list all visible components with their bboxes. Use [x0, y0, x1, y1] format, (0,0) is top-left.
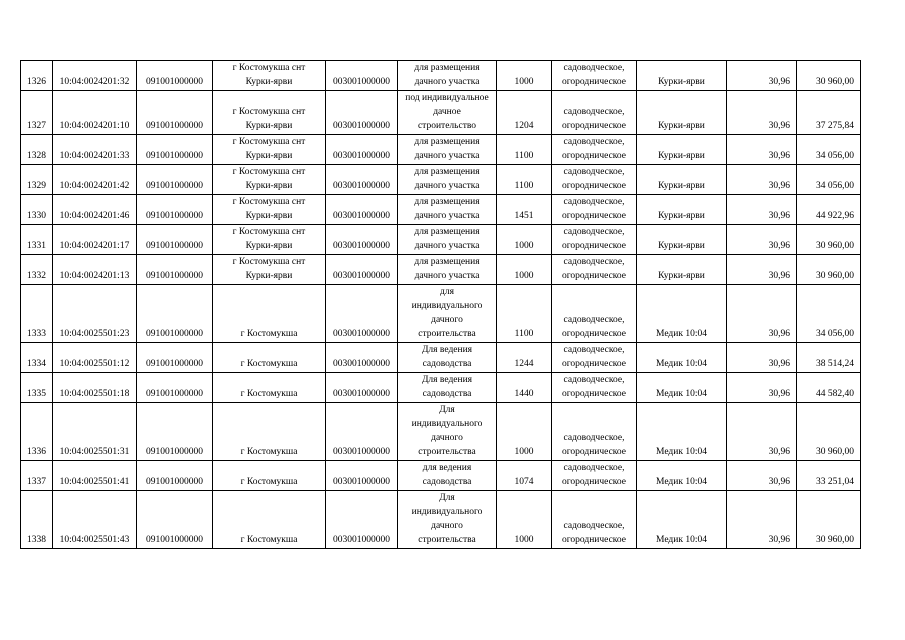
cell-address	[213, 343, 326, 373]
cell-location: Медик 10:04	[637, 285, 727, 343]
cell-okato-code: 091001000000	[137, 61, 213, 91]
cell-specific-value: 30,96	[727, 285, 797, 343]
cell-row-number: 1327	[21, 91, 53, 135]
cadastral-table	[20, 60, 861, 549]
cell-row-number: 1338	[21, 491, 53, 549]
cell-use-category	[552, 135, 637, 165]
cell-cadastral-number: 10:04:0024201:13	[53, 255, 137, 285]
cell-use-category-line: огородническое	[561, 241, 627, 251]
cell-address	[213, 91, 326, 135]
cell-address	[213, 461, 326, 491]
cell-area: 1100	[497, 135, 552, 165]
cell-area: 1000	[497, 225, 552, 255]
table-row	[21, 195, 861, 225]
cell-address	[213, 135, 326, 165]
cell-row-number: 1337	[21, 461, 53, 491]
cell-permitted-use-line: дачного	[431, 315, 463, 325]
cell-location: Медик 10:04	[637, 403, 727, 461]
cell-address-line: г Костомукша	[240, 359, 298, 369]
cell-area: 1074	[497, 461, 552, 491]
cell-permitted-use	[398, 403, 497, 461]
cell-cadastral-value: 38 514,24	[797, 343, 861, 373]
cell-cadastral-number: 10:04:0024201:42	[53, 165, 137, 195]
cell-use-category-line: садоводческое,	[563, 197, 625, 207]
cell-specific-value: 30,96	[727, 491, 797, 549]
cell-address	[213, 165, 326, 195]
cell-oktmo-code: 003001000000	[326, 285, 398, 343]
cell-address-line: г Костомукша снт	[232, 197, 306, 207]
cell-okato-code: 091001000000	[137, 195, 213, 225]
cell-permitted-use-line: строительства	[418, 329, 476, 339]
cell-area: 1244	[497, 343, 552, 373]
cell-use-category	[552, 343, 637, 373]
cell-specific-value: 30,96	[727, 195, 797, 225]
cell-permitted-use-line: Для ведения	[421, 345, 473, 355]
cell-permitted-use-line: для размещения	[414, 257, 480, 267]
cell-permitted-use-line: дачного	[431, 521, 463, 531]
cell-oktmo-code: 003001000000	[326, 195, 398, 225]
table-row	[21, 165, 861, 195]
cell-cadastral-value: 30 960,00	[797, 403, 861, 461]
table-row	[21, 225, 861, 255]
cell-use-category	[552, 461, 637, 491]
cell-oktmo-code: 003001000000	[326, 225, 398, 255]
cell-use-category-line: садоводческое,	[563, 227, 625, 237]
cell-cadastral-value: 30 960,00	[797, 225, 861, 255]
cell-permitted-use-line: дачного участка	[414, 77, 480, 87]
cell-use-category-line: садоводческое,	[563, 433, 625, 443]
cell-permitted-use	[398, 91, 497, 135]
cell-cadastral-number: 10:04:0024201:33	[53, 135, 137, 165]
table-body	[21, 61, 861, 549]
cell-row-number: 1333	[21, 285, 53, 343]
cell-use-category-line: огородническое	[561, 271, 627, 281]
cell-permitted-use-line: индивидуального	[411, 419, 483, 429]
cell-oktmo-code: 003001000000	[326, 91, 398, 135]
cell-location: Курки-ярви	[637, 255, 727, 285]
cell-permitted-use-line: строительство	[417, 121, 477, 131]
cell-cadastral-number: 10:04:0025501:23	[53, 285, 137, 343]
cell-address-line: г Костомукша снт	[232, 63, 306, 73]
cell-permitted-use-line: для размещения	[414, 63, 480, 73]
cell-specific-value: 30,96	[727, 91, 797, 135]
cell-address-line: г Костомукша снт	[232, 257, 306, 267]
cell-cadastral-value: 30 960,00	[797, 491, 861, 549]
cell-permitted-use-line: для размещения	[414, 167, 480, 177]
table-row	[21, 373, 861, 403]
cell-cadastral-number: 10:04:0024201:46	[53, 195, 137, 225]
cell-oktmo-code: 003001000000	[326, 343, 398, 373]
cell-use-category-line: садоводческое,	[563, 63, 625, 73]
cell-address-line: г Костомукша	[240, 447, 298, 457]
cell-row-number: 1336	[21, 403, 53, 461]
cell-specific-value: 30,96	[727, 461, 797, 491]
cell-address-line: Курки-ярви	[245, 151, 293, 161]
table-row	[21, 61, 861, 91]
cell-location: Медик 10:04	[637, 461, 727, 491]
cell-use-category-line: садоводческое,	[563, 345, 625, 355]
cell-area: 1204	[497, 91, 552, 135]
cell-use-category-line: садоводческое,	[563, 315, 625, 325]
cell-cadastral-value: 34 056,00	[797, 135, 861, 165]
cell-permitted-use-line: дачного	[431, 433, 463, 443]
cell-address	[213, 285, 326, 343]
cell-oktmo-code: 003001000000	[326, 165, 398, 195]
cell-address-line: Курки-ярви	[245, 241, 293, 251]
cell-use-category	[552, 165, 637, 195]
cell-cadastral-value: 30 960,00	[797, 255, 861, 285]
cell-okato-code: 091001000000	[137, 225, 213, 255]
cell-location: Курки-ярви	[637, 91, 727, 135]
table-row	[21, 343, 861, 373]
cell-use-category	[552, 373, 637, 403]
cell-use-category-line: огородническое	[561, 447, 627, 457]
cell-specific-value: 30,96	[727, 61, 797, 91]
cell-address-line: г Костомукша снт	[232, 137, 306, 147]
cell-use-category-line: огородническое	[561, 329, 627, 339]
cell-cadastral-value: 37 275,84	[797, 91, 861, 135]
cell-permitted-use-line: садоводства	[422, 359, 472, 369]
cell-use-category	[552, 403, 637, 461]
cell-row-number: 1332	[21, 255, 53, 285]
cell-location: Медик 10:04	[637, 491, 727, 549]
cell-specific-value: 30,96	[727, 225, 797, 255]
cell-use-category-line: садоводческое,	[563, 521, 625, 531]
cell-permitted-use	[398, 165, 497, 195]
cell-address	[213, 61, 326, 91]
cell-address-line: Курки-ярви	[245, 181, 293, 191]
cell-oktmo-code: 003001000000	[326, 491, 398, 549]
cell-cadastral-number: 10:04:0025501:18	[53, 373, 137, 403]
cell-cadastral-value: 44 582,40	[797, 373, 861, 403]
cell-permitted-use-line: дачного участка	[414, 151, 480, 161]
cell-location: Курки-ярви	[637, 165, 727, 195]
cell-permitted-use-line: дачное	[433, 107, 461, 117]
cell-permitted-use-line: строительства	[418, 447, 476, 457]
cell-address	[213, 255, 326, 285]
cell-permitted-use-line: строительства	[418, 535, 476, 545]
cell-permitted-use	[398, 461, 497, 491]
cell-permitted-use-line: для ведения	[422, 463, 472, 473]
cell-specific-value: 30,96	[727, 403, 797, 461]
cell-oktmo-code: 003001000000	[326, 135, 398, 165]
cell-use-category-line: огородническое	[561, 389, 627, 399]
cell-use-category-line: огородническое	[561, 535, 627, 545]
cell-address-line: Курки-ярви	[245, 271, 293, 281]
cell-area: 1000	[497, 61, 552, 91]
cell-row-number: 1330	[21, 195, 53, 225]
cell-specific-value: 30,96	[727, 255, 797, 285]
cell-address-line: Курки-ярви	[245, 121, 293, 131]
cell-permitted-use-line: Для	[439, 405, 455, 415]
table-row	[21, 403, 861, 461]
cell-use-category	[552, 225, 637, 255]
cell-use-category-line: садоводческое,	[563, 107, 625, 117]
cell-address-line: г Костомукша	[240, 535, 298, 545]
cell-permitted-use-line: дачного участка	[414, 211, 480, 221]
cell-use-category-line: огородническое	[561, 477, 627, 487]
cell-location: Курки-ярви	[637, 135, 727, 165]
cell-row-number: 1329	[21, 165, 53, 195]
cell-use-category-line: огородническое	[561, 181, 627, 191]
cell-address	[213, 225, 326, 255]
cell-use-category-line: огородническое	[561, 151, 627, 161]
cell-cadastral-value: 44 922,96	[797, 195, 861, 225]
cell-use-category-line: огородническое	[561, 77, 627, 87]
cell-permitted-use-line: для размещения	[414, 137, 480, 147]
cell-okato-code: 091001000000	[137, 165, 213, 195]
cell-okato-code: 091001000000	[137, 491, 213, 549]
cell-area: 1000	[497, 491, 552, 549]
cell-permitted-use	[398, 195, 497, 225]
cell-area: 1440	[497, 373, 552, 403]
cell-oktmo-code: 003001000000	[326, 403, 398, 461]
cell-cadastral-number: 10:04:0025501:12	[53, 343, 137, 373]
cell-address-line: г Костомукша снт	[232, 167, 306, 177]
cell-row-number: 1335	[21, 373, 53, 403]
table-row	[21, 135, 861, 165]
cell-cadastral-number: 10:04:0024201:32	[53, 61, 137, 91]
cell-okato-code: 091001000000	[137, 343, 213, 373]
cell-permitted-use	[398, 373, 497, 403]
cell-address	[213, 195, 326, 225]
cell-use-category	[552, 255, 637, 285]
cell-use-category	[552, 285, 637, 343]
cell-okato-code: 091001000000	[137, 135, 213, 165]
cell-location: Медик 10:04	[637, 343, 727, 373]
cell-permitted-use	[398, 225, 497, 255]
table-row	[21, 285, 861, 343]
cell-okato-code: 091001000000	[137, 91, 213, 135]
cell-use-category-line: огородническое	[561, 211, 627, 221]
cell-row-number: 1331	[21, 225, 53, 255]
cell-okato-code: 091001000000	[137, 285, 213, 343]
cell-cadastral-number: 10:04:0024201:10	[53, 91, 137, 135]
cell-specific-value: 30,96	[727, 373, 797, 403]
cell-oktmo-code: 003001000000	[326, 461, 398, 491]
cell-cadastral-value: 34 056,00	[797, 165, 861, 195]
cell-location: Курки-ярви	[637, 225, 727, 255]
cell-cadastral-number: 10:04:0025501:31	[53, 403, 137, 461]
cell-permitted-use-line: дачного участка	[414, 241, 480, 251]
cell-specific-value: 30,96	[727, 135, 797, 165]
cell-area: 1451	[497, 195, 552, 225]
cell-permitted-use-line: для размещения	[414, 227, 480, 237]
cell-cadastral-number: 10:04:0025501:43	[53, 491, 137, 549]
table-row	[21, 91, 861, 135]
cell-use-category-line: огородническое	[561, 121, 627, 131]
cell-permitted-use	[398, 61, 497, 91]
cell-use-category	[552, 91, 637, 135]
cell-use-category-line: садоводческое,	[563, 137, 625, 147]
cell-address-line: Курки-ярви	[245, 77, 293, 87]
cell-row-number: 1334	[21, 343, 53, 373]
cell-use-category-line: садоводческое,	[563, 167, 625, 177]
cell-cadastral-value: 34 056,00	[797, 285, 861, 343]
cell-permitted-use	[398, 255, 497, 285]
cell-specific-value: 30,96	[727, 165, 797, 195]
cell-row-number: 1326	[21, 61, 53, 91]
cell-okato-code: 091001000000	[137, 461, 213, 491]
cell-address-line: г Костомукша	[240, 329, 298, 339]
table-row	[21, 491, 861, 549]
cell-address	[213, 491, 326, 549]
cell-area: 1000	[497, 403, 552, 461]
cell-use-category	[552, 61, 637, 91]
cell-location: Курки-ярви	[637, 195, 727, 225]
cell-location: Курки-ярви	[637, 61, 727, 91]
cell-location: Медик 10:04	[637, 373, 727, 403]
cell-cadastral-value: 30 960,00	[797, 61, 861, 91]
cell-use-category	[552, 491, 637, 549]
cell-use-category-line: огородническое	[561, 359, 627, 369]
cell-area: 1100	[497, 165, 552, 195]
table-row	[21, 255, 861, 285]
cell-permitted-use-line: для	[440, 287, 454, 297]
cell-permitted-use-line: Для ведения	[421, 375, 473, 385]
cell-address-line: г Костомукша	[240, 477, 298, 487]
cell-permitted-use-line: индивидуального	[411, 507, 483, 517]
cell-address-line: г Костомукша	[240, 389, 298, 399]
cell-okato-code: 091001000000	[137, 255, 213, 285]
cell-use-category-line: садоводческое,	[563, 257, 625, 267]
cell-permitted-use-line: Для	[439, 493, 455, 503]
cell-oktmo-code: 003001000000	[326, 373, 398, 403]
cell-oktmo-code: 003001000000	[326, 255, 398, 285]
cell-cadastral-number: 10:04:0025501:41	[53, 461, 137, 491]
cell-okato-code: 091001000000	[137, 403, 213, 461]
cell-address-line: г Костомукша снт	[232, 227, 306, 237]
cell-row-number: 1328	[21, 135, 53, 165]
cell-address-line: г Костомукша снт	[232, 107, 306, 117]
cell-use-category-line: садоводческое,	[563, 375, 625, 385]
cell-cadastral-number: 10:04:0024201:17	[53, 225, 137, 255]
cell-cadastral-value: 33 251,04	[797, 461, 861, 491]
cell-area: 1000	[497, 255, 552, 285]
cell-permitted-use-line: садоводства	[422, 389, 472, 399]
cell-permitted-use-line: дачного участка	[414, 181, 480, 191]
cell-permitted-use-line: индивидуального	[411, 301, 483, 311]
cell-permitted-use	[398, 285, 497, 343]
cell-use-category-line: садоводческое,	[563, 463, 625, 473]
cell-permitted-use-line: дачного участка	[414, 271, 480, 281]
cell-use-category	[552, 195, 637, 225]
cell-oktmo-code: 003001000000	[326, 61, 398, 91]
cell-permitted-use-line: под индивидуальное	[405, 93, 489, 103]
cell-permitted-use-line: садоводства	[422, 477, 472, 487]
cell-address	[213, 373, 326, 403]
cell-address-line: Курки-ярви	[245, 211, 293, 221]
cell-permitted-use	[398, 135, 497, 165]
cell-permitted-use	[398, 343, 497, 373]
cell-specific-value: 30,96	[727, 343, 797, 373]
cell-okato-code: 091001000000	[137, 373, 213, 403]
cell-permitted-use-line: для размещения	[414, 197, 480, 207]
cell-area: 1100	[497, 285, 552, 343]
table-row	[21, 461, 861, 491]
cell-address	[213, 403, 326, 461]
cell-permitted-use	[398, 491, 497, 549]
